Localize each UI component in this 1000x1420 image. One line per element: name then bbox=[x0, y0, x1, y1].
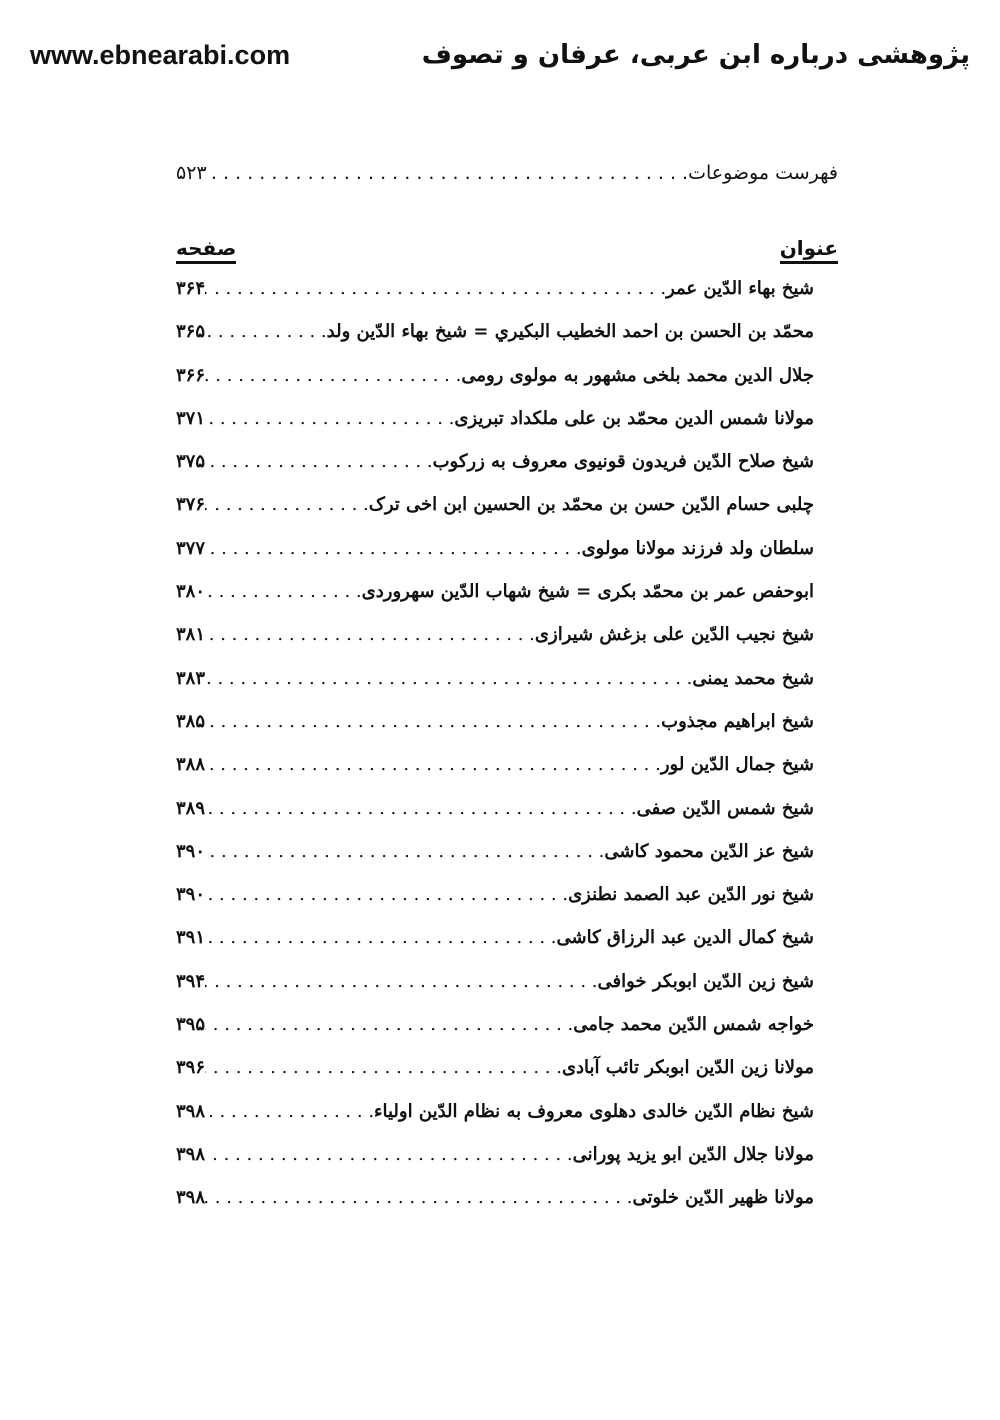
entry-page: ۳۹۸ bbox=[176, 1187, 206, 1209]
entry-title: شیخ صلاح الدّین فریدون قونیوی معروف به زرکوب bbox=[432, 451, 814, 473]
toc-entry bbox=[176, 798, 814, 841]
table-of-contents bbox=[176, 278, 814, 1231]
leader-dots bbox=[205, 841, 604, 862]
entry-title: شیخ نور الدّین عبد الصمد نطنزی bbox=[568, 884, 814, 906]
entry-page: ۳۹۰ bbox=[176, 840, 206, 862]
entry-title: شیخ کمال الدین عبد الرزاق کاشی bbox=[556, 927, 814, 949]
entry-title: خواجه شمس الدّین محمد جامی bbox=[573, 1014, 814, 1036]
entry-title: مولانا شمس الدین محمّد بن علی ملکداد تبریزی bbox=[454, 407, 814, 429]
leader-dots bbox=[205, 494, 369, 515]
toc-entry bbox=[176, 408, 814, 451]
toc-entry bbox=[176, 841, 814, 884]
leader-dots bbox=[205, 884, 568, 905]
leader-dots bbox=[205, 668, 692, 689]
entry-page: ۳۸۹ bbox=[176, 797, 206, 819]
leader-dots bbox=[205, 278, 666, 299]
leader-dots bbox=[205, 321, 327, 342]
entry-title: شیخ زین الدّین ابوبکر خوافی bbox=[597, 970, 814, 992]
toc-entry bbox=[176, 971, 814, 1014]
entry-page: ۳۹۸ bbox=[176, 1100, 206, 1122]
entry-title: چلبی حسام الدّین حسن بن محمّد بن الحسین ابن اخی ترک bbox=[368, 494, 814, 516]
entry-title: شیخ محمد یمنی bbox=[692, 667, 814, 689]
entry-page: ۳۹۱ bbox=[176, 927, 206, 949]
leader-dots bbox=[205, 711, 661, 732]
entry-page: ۳۶۶ bbox=[176, 364, 206, 386]
leader-dots bbox=[205, 927, 557, 948]
entry-title: فهرست موضوعات bbox=[688, 162, 838, 184]
leader-dots bbox=[205, 1101, 374, 1122]
entry-page: ۳۷۱ bbox=[176, 407, 206, 429]
toc-entry bbox=[176, 538, 814, 581]
entry-title: شیخ نجیب الدّین علی بزغش شیرازی bbox=[534, 624, 814, 646]
entry-title: شیخ نظام الدّین خالدی دهلوی معروف به نظام الدّین اولیاء bbox=[374, 1100, 814, 1122]
entry-title: شیخ شمس الدّین صفی bbox=[636, 797, 814, 819]
toc-entry bbox=[176, 1057, 814, 1100]
leader-dots bbox=[207, 162, 688, 184]
entry-page: ۳۹۰ bbox=[176, 884, 206, 906]
entry-title: سلطان ولد فرزند مولانا مولوی bbox=[581, 537, 814, 559]
site-url: www.ebnearabi.com bbox=[30, 40, 291, 70]
toc-entry bbox=[176, 1014, 814, 1057]
entry-page: ۳۸۳ bbox=[176, 667, 206, 689]
entry-title: شیخ ابراهیم مجذوب bbox=[661, 710, 814, 732]
entry-page: ۳۶۵ bbox=[176, 321, 206, 343]
toc-entry bbox=[176, 1144, 814, 1187]
toc-entry bbox=[176, 581, 814, 624]
entry-title: شیخ عز الدّین محمود کاشی bbox=[604, 840, 814, 862]
leader-dots bbox=[205, 1187, 632, 1208]
toc-entry-topics-index bbox=[176, 162, 838, 205]
toc-entry bbox=[176, 754, 814, 797]
title-column-header: عنوان bbox=[780, 236, 838, 264]
entry-title: ابوحفص عمر بن محمّد بکری = شیخ شهاب الدّین سهروردی bbox=[361, 581, 814, 603]
entry-title: شیخ جمال الدّین لور bbox=[660, 754, 814, 776]
entry-page: ۳۷۵ bbox=[176, 451, 206, 473]
leader-dots bbox=[205, 1144, 573, 1165]
toc-entry bbox=[176, 451, 814, 494]
toc-entry bbox=[176, 494, 814, 537]
toc-entry bbox=[176, 884, 814, 927]
entry-title: جلال الدین محمد بلخی مشهور به مولوی رومی bbox=[461, 364, 814, 386]
entry-page: ۳۷۶ bbox=[176, 494, 206, 516]
toc-entry bbox=[176, 1187, 814, 1230]
entry-page: ۳۹۶ bbox=[176, 1057, 206, 1079]
toc-entry bbox=[176, 278, 814, 321]
toc-entry bbox=[176, 1101, 814, 1144]
entry-page: ۳۸۵ bbox=[176, 710, 206, 732]
leader-dots bbox=[205, 1057, 562, 1078]
toc-entry bbox=[176, 668, 814, 711]
entry-page: ۳۸۱ bbox=[176, 624, 206, 646]
entry-title: مولانا زین الدّین ابوبکر تائب آبادی bbox=[561, 1057, 814, 1079]
toc-entry bbox=[176, 321, 814, 364]
entry-page: ۵۲۳ bbox=[176, 162, 207, 184]
leader-dots bbox=[205, 971, 598, 992]
leader-dots bbox=[205, 581, 362, 602]
entry-page: ۳۶۴ bbox=[176, 278, 206, 299]
page-column-header: صفحه bbox=[176, 236, 236, 264]
entry-page: ۳۹۴ bbox=[176, 970, 206, 992]
entry-title: شیخ بهاء الدّین عمر bbox=[666, 278, 814, 299]
toc-column-headers bbox=[176, 236, 838, 264]
leader-dots bbox=[205, 451, 433, 472]
entry-title: مولانا جلال الدّین ابو یزید پورانی bbox=[572, 1143, 814, 1165]
toc-entry bbox=[176, 365, 814, 408]
leader-dots bbox=[205, 408, 454, 429]
leader-dots bbox=[205, 798, 637, 819]
entry-page: ۳۷۷ bbox=[176, 537, 206, 559]
entry-page: ۳۸۸ bbox=[176, 754, 206, 776]
book-title: پژوهشی درباره ابن عربی، عرفان و تصوف bbox=[421, 40, 970, 70]
entry-page: ۳۹۵ bbox=[176, 1014, 206, 1036]
toc-entry bbox=[176, 927, 814, 970]
entry-title: مولانا ظهیر الدّین خلوتی bbox=[632, 1187, 814, 1209]
entry-page: ۳۸۰ bbox=[176, 581, 206, 603]
leader-dots bbox=[205, 538, 582, 559]
toc-entry bbox=[176, 624, 814, 667]
leader-dots bbox=[205, 754, 661, 775]
toc-entry bbox=[176, 711, 814, 754]
leader-dots bbox=[205, 365, 461, 386]
leader-dots bbox=[205, 1014, 573, 1035]
entry-page: ۳۹۸ bbox=[176, 1143, 206, 1165]
leader-dots bbox=[205, 624, 535, 645]
entry-title: محمّد بن الحسن بن احمد الخطیب البکیري = شیخ بهاء الدّین ولد bbox=[326, 321, 814, 343]
